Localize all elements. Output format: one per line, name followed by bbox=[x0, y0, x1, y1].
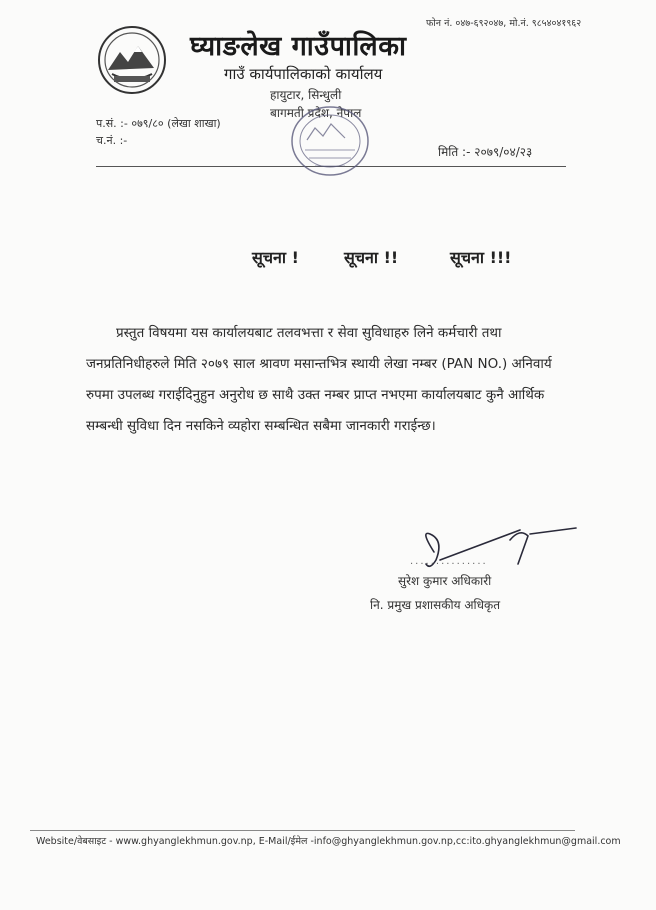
phone-numbers: फोन नं. ०४७-६९२०४७, मो.नं. ९८५४०४१९६२ bbox=[426, 18, 582, 29]
address-line-2: बागमती प्रदेश, नेपाल bbox=[270, 106, 362, 120]
signatory-name: सुरेश कुमार अधिकारी bbox=[398, 574, 492, 588]
notice-paragraph: प्रस्तुत विषयमा यस कार्यालयबाट तलवभत्ता र सेवा सुविधाहरु लिने कर्मचारी तथा जनप्रतिनिधीहरुले मिति २०७९ साल श्रावण मसान्तभित्र स्थायी लेखा नम्बर (PAN NO.) अनिवार्य रुपमा उपलब्ध गराईदिनुहुन अनुरोध छ साथै उक्त नम्बर प्राप्त नभएमा कार्यालयबाट कुनै आर्थिक सम्बन्धी सुविधा दिन नसकिने व्यहोरा सम्बन्धित सबैमा जानकारी गराईन्छ। bbox=[86, 325, 552, 434]
office-stamp bbox=[285, 98, 375, 184]
footer-divider bbox=[30, 830, 575, 831]
notice-heading-3: सूचना !!! bbox=[450, 248, 512, 267]
reference-number: प.सं. :- ०७९/८० (लेखा शाखा) bbox=[96, 117, 221, 130]
notice-heading-2: सूचना !! bbox=[344, 248, 399, 267]
nepal-emblem-logo bbox=[96, 24, 168, 96]
dispatch-number: च.नं. :- bbox=[96, 134, 128, 147]
notice-heading-1: सूचना ! bbox=[252, 248, 299, 267]
office-subtitle: गाउँ कार्यपालिकाको कार्यालय bbox=[224, 65, 383, 83]
footer-contact: Website/वेबसाइट - www.ghyanglekhmun.gov.np, E-Mail/ईमेल -info@ghyanglekhmun.gov.np,cc:ito.ghyanglekhmun@gmail.com bbox=[36, 836, 621, 847]
municipality-title: घ्याङलेख गाउँपालिका bbox=[190, 31, 407, 62]
handwritten-signature bbox=[400, 520, 580, 580]
signature-line: ............... bbox=[410, 556, 488, 567]
letter-date: मिति :- २०७९/०४/२३ bbox=[438, 145, 533, 159]
signatory-designation: नि. प्रमुख प्रशासकीय अधिकृत bbox=[370, 598, 501, 612]
notice-body bbox=[86, 318, 556, 442]
address-line-1: हायुटार, सिन्धुली bbox=[270, 88, 342, 102]
